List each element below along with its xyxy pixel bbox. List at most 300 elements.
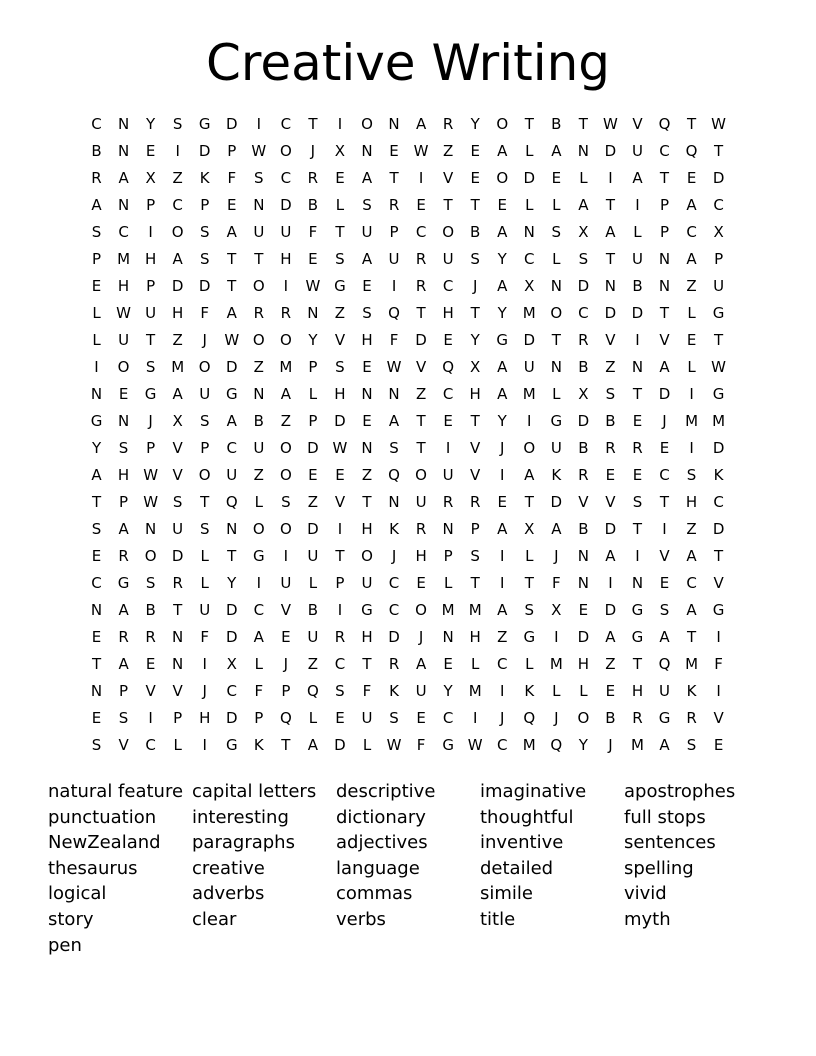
grid-letter: K — [199, 169, 210, 187]
grid-letter: D — [225, 358, 238, 376]
grid-letter: J — [500, 439, 505, 457]
grid-letter: O — [171, 223, 184, 241]
grid-letter: P — [714, 250, 724, 268]
grid-letter: G — [442, 736, 454, 754]
grid-letter: S — [335, 358, 345, 376]
word-list-row — [48, 907, 788, 933]
grid-row — [83, 680, 733, 707]
grid-letter: I — [337, 601, 343, 619]
grid-row — [83, 329, 733, 356]
grid-letter: R — [632, 439, 643, 457]
grid-row — [83, 140, 733, 167]
grid-letter: C — [578, 304, 589, 322]
grid-letter: X — [524, 277, 535, 295]
grid-letter: K — [253, 736, 264, 754]
grid-letter: E — [470, 142, 480, 160]
grid-letter: W — [332, 439, 348, 457]
grid-letter: N — [577, 574, 589, 592]
grid-letter: A — [686, 196, 697, 214]
grid-row — [83, 113, 733, 140]
grid-letter: F — [200, 628, 210, 646]
grid-letter: I — [500, 547, 505, 565]
grid-letter: E — [605, 466, 616, 484]
grid-letter: I — [662, 520, 667, 538]
grid-letter: W — [386, 358, 402, 376]
word-list-item: paragraphs — [192, 832, 295, 854]
grid-letter: T — [362, 493, 372, 511]
grid-letter: A — [605, 223, 616, 241]
grid-letter: S — [659, 601, 670, 619]
grid-letter: A — [659, 736, 670, 754]
grid-letter: U — [307, 628, 319, 646]
grid-letter: T — [173, 601, 183, 619]
grid-letter: S — [145, 358, 156, 376]
grid-letter: C — [172, 196, 183, 214]
grid-letter: D — [712, 439, 725, 457]
grid-letter: A — [605, 628, 616, 646]
grid-letter: I — [608, 574, 613, 592]
grid-letter: R — [280, 304, 292, 322]
grid-letter: P — [281, 682, 291, 700]
grid-letter: H — [469, 628, 481, 646]
grid-letter: T — [551, 331, 561, 349]
grid-letter: T — [714, 547, 724, 565]
grid-letter: A — [280, 385, 291, 403]
word-list-item: full stops — [624, 806, 706, 828]
grid-row — [83, 194, 733, 221]
word-list-row — [48, 805, 788, 831]
grid-letter: H — [361, 628, 373, 646]
grid-row — [83, 248, 733, 275]
grid-letter: I — [202, 655, 207, 673]
grid-letter: Y — [470, 115, 480, 133]
grid-letter: H — [117, 277, 130, 295]
word-list-row — [48, 881, 788, 907]
grid-letter: D — [225, 601, 238, 619]
grid-letter: M — [279, 358, 293, 376]
grid-letter: Q — [523, 709, 536, 727]
grid-letter: G — [90, 412, 103, 430]
grid-letter: A — [172, 250, 183, 268]
grid-letter: M — [630, 736, 644, 754]
grid-letter: T — [686, 628, 697, 646]
grid-letter: O — [442, 223, 455, 241]
grid-letter: F — [200, 304, 210, 322]
grid-letter: Y — [497, 412, 507, 430]
grid-letter: N — [145, 520, 157, 538]
grid-row — [83, 302, 733, 329]
grid-letter: U — [253, 439, 265, 457]
grid-letter: E — [389, 142, 399, 160]
word-list-item: vivid — [624, 883, 667, 905]
grid-letter: C — [226, 682, 237, 700]
grid-letter: C — [442, 709, 454, 727]
grid-row — [83, 167, 733, 194]
grid-letter: M — [522, 736, 536, 754]
grid-letter: M — [712, 412, 726, 430]
grid-letter: L — [254, 493, 263, 511]
grid-letter: U — [361, 574, 373, 592]
grid-letter: E — [443, 655, 453, 673]
grid-letter: T — [659, 169, 670, 187]
grid-letter: P — [92, 250, 102, 268]
grid-letter: N — [388, 493, 400, 511]
grid-letter: G — [225, 385, 238, 403]
grid-letter: E — [118, 385, 129, 403]
grid-letter: F — [714, 655, 723, 673]
grid-letter: A — [118, 520, 129, 538]
grid-letter: M — [685, 412, 699, 430]
grid-letter: N — [631, 574, 644, 592]
grid-letter: T — [227, 250, 237, 268]
grid-letter: J — [554, 709, 559, 727]
grid-letter: Q — [388, 466, 400, 484]
grid-letter: R — [469, 493, 481, 511]
grid-letter: U — [659, 682, 670, 700]
grid-letter: S — [281, 493, 291, 511]
grid-letter: S — [199, 412, 210, 430]
grid-letter: T — [416, 412, 426, 430]
grid-letter: E — [335, 709, 345, 727]
grid-letter: Y — [497, 304, 507, 322]
grid-letter: A — [659, 358, 670, 376]
grid-letter: O — [361, 547, 373, 565]
grid-letter: O — [279, 520, 292, 538]
grid-letter: U — [145, 304, 157, 322]
grid-letter: F — [552, 574, 561, 592]
grid-letter: R — [118, 547, 129, 565]
grid-letter: V — [470, 466, 481, 484]
grid-letter: C — [91, 115, 102, 133]
grid-letter: N — [577, 142, 589, 160]
grid-letter: G — [361, 601, 373, 619]
grid-letter: M — [468, 601, 482, 619]
grid-letter: S — [118, 439, 129, 457]
grid-letter: C — [496, 655, 508, 673]
grid-letter: T — [254, 250, 264, 268]
word-list-item: myth — [624, 908, 671, 930]
grid-letter: T — [146, 331, 156, 349]
word-list-row — [48, 856, 788, 882]
grid-letter: I — [500, 682, 505, 700]
grid-letter: E — [362, 412, 372, 430]
grid-letter: R — [415, 250, 427, 268]
grid-letter: I — [337, 115, 343, 133]
grid-letter: Q — [442, 358, 455, 376]
grid-letter: S — [524, 601, 535, 619]
grid-letter: U — [442, 250, 454, 268]
grid-letter: V — [280, 601, 291, 619]
grid-letter: D — [523, 169, 536, 187]
grid-letter: J — [608, 736, 613, 754]
grid-letter: O — [252, 520, 265, 538]
grid-letter: H — [144, 250, 157, 268]
grid-letter: U — [280, 223, 292, 241]
grid-letter: O — [523, 439, 536, 457]
grid-letter: J — [148, 412, 153, 430]
grid-letter: D — [334, 736, 346, 754]
grid-letter: N — [90, 601, 103, 619]
grid-letter: Y — [227, 574, 237, 592]
grid-letter: S — [335, 250, 345, 268]
grid-letter: L — [200, 574, 209, 592]
grid-letter: P — [146, 196, 156, 214]
grid-letter: T — [335, 223, 345, 241]
grid-row — [83, 275, 733, 302]
grid-letter: Y — [578, 736, 588, 754]
word-list-item: natural feature — [48, 781, 184, 802]
grid-letter: O — [144, 547, 157, 565]
grid-letter: H — [631, 682, 644, 700]
grid-letter: A — [361, 250, 373, 268]
grid-row — [83, 572, 733, 599]
grid-letter: E — [416, 709, 426, 727]
grid-letter: U — [253, 223, 265, 241]
grid-letter: N — [172, 628, 184, 646]
grid-letter: J — [202, 331, 207, 349]
grid-letter: V — [578, 493, 589, 511]
grid-letter: A — [497, 358, 508, 376]
grid-letter: M — [685, 655, 699, 673]
grid-letter: I — [94, 358, 99, 376]
grid-letter: W — [143, 493, 159, 511]
grid-letter: N — [361, 385, 373, 403]
grid-letter: D — [307, 520, 319, 538]
grid-letter: D — [550, 493, 563, 511]
grid-letter: N — [442, 520, 454, 538]
grid-letter: A — [497, 385, 508, 403]
grid-letter: B — [578, 358, 589, 376]
grid-letter: T — [200, 493, 210, 511]
grid-letter: O — [117, 358, 130, 376]
grid-letter: C — [659, 466, 670, 484]
grid-letter: J — [472, 277, 478, 295]
grid-row — [83, 383, 733, 410]
grid-letter: S — [172, 493, 183, 511]
grid-letter: E — [335, 466, 345, 484]
grid-letter: L — [200, 547, 209, 565]
grid-letter: T — [524, 574, 534, 592]
grid-letter: G — [712, 601, 725, 619]
grid-letter: W — [143, 466, 159, 484]
grid-letter: E — [686, 169, 697, 187]
grid-letter: T — [632, 385, 643, 403]
grid-letter: G — [631, 601, 644, 619]
word-list-item: punctuation — [48, 806, 157, 828]
grid-letter: S — [389, 439, 399, 457]
grid-letter: P — [389, 223, 399, 241]
grid-letter: H — [199, 709, 211, 727]
grid-letter: I — [689, 385, 694, 403]
grid-letter: A — [497, 223, 508, 241]
grid-letter: R — [442, 115, 454, 133]
grid-letter: S — [686, 736, 697, 754]
grid-letter: G — [658, 709, 671, 727]
grid-letter: G — [712, 304, 725, 322]
grid-letter: A — [91, 196, 102, 214]
word-list-item: detailed — [480, 857, 554, 879]
grid-letter: O — [279, 439, 292, 457]
grid-letter: G — [496, 331, 509, 349]
page-title: Creative Writing — [205, 34, 611, 92]
grid-letter: T — [227, 547, 237, 565]
grid-letter: A — [497, 601, 508, 619]
grid-letter: S — [389, 709, 399, 727]
grid-letter: E — [497, 196, 507, 214]
grid-letter: U — [226, 466, 238, 484]
grid-letter: H — [442, 304, 454, 322]
grid-letter: G — [334, 277, 346, 295]
grid-letter: D — [198, 142, 211, 160]
grid-letter: V — [145, 682, 156, 700]
grid-letter: E — [659, 439, 670, 457]
grid-letter: L — [443, 574, 453, 592]
word-list-item: commas — [336, 883, 413, 905]
grid-letter: U — [523, 358, 535, 376]
grid-letter: C — [280, 169, 292, 187]
grid-letter: D — [523, 331, 536, 349]
grid-letter: X — [145, 169, 156, 187]
grid-letter: G — [144, 385, 157, 403]
grid-letter: X — [713, 223, 724, 241]
grid-letter: E — [632, 412, 643, 430]
grid-letter: V — [334, 331, 346, 349]
grid-letter: Y — [146, 115, 156, 133]
grid-letter: K — [686, 682, 697, 700]
grid-letter: M — [441, 601, 455, 619]
grid-letter: I — [716, 628, 721, 646]
word-list-item: creative — [192, 857, 265, 879]
grid-letter: U — [172, 520, 184, 538]
grid-letter: U — [631, 250, 643, 268]
grid-letter: T — [524, 115, 534, 133]
grid-row — [83, 518, 733, 545]
grid-letter: D — [604, 520, 617, 538]
grid-letter: I — [148, 223, 153, 241]
grid-letter: I — [337, 520, 343, 538]
grid-letter: V — [632, 115, 643, 133]
grid-letter: T — [91, 655, 102, 673]
grid-letter: T — [659, 304, 670, 322]
grid-letter: I — [635, 547, 640, 565]
grid-letter: J — [202, 682, 207, 700]
grid-letter: J — [418, 628, 424, 646]
grid-letter: E — [470, 169, 480, 187]
grid-letter: G — [550, 412, 563, 430]
grid-letter: A — [226, 223, 237, 241]
grid-letter: D — [712, 520, 725, 538]
grid-letter: U — [361, 223, 373, 241]
grid-letter: S — [632, 493, 643, 511]
grid-letter: K — [389, 520, 399, 538]
grid-letter: A — [118, 655, 129, 673]
grid-letter: E — [281, 628, 291, 646]
grid-letter: V — [334, 493, 346, 511]
grid-letter: S — [362, 196, 372, 214]
grid-letter: D — [658, 385, 671, 403]
grid-letter: Q — [550, 736, 563, 754]
grid-letter: D — [225, 628, 238, 646]
grid-letter: A — [605, 547, 616, 565]
grid-letter: D — [631, 304, 644, 322]
grid-letter: N — [604, 277, 617, 295]
grid-letter: I — [500, 574, 505, 592]
grid-letter: Q — [658, 115, 671, 133]
grid-letter: V — [713, 574, 724, 592]
grid-letter: X — [578, 385, 589, 403]
grid-letter: O — [252, 331, 265, 349]
grid-letter: Z — [334, 304, 346, 322]
grid-letter: X — [172, 412, 183, 430]
grid-letter: N — [550, 358, 562, 376]
grid-letter: S — [578, 250, 589, 268]
grid-letter: Z — [253, 358, 264, 376]
grid-letter: E — [416, 574, 426, 592]
grid-letter: R — [578, 466, 589, 484]
grid-letter: P — [200, 196, 210, 214]
grid-letter: S — [199, 520, 210, 538]
grid-letter: H — [361, 331, 373, 349]
grid-letter: M — [117, 250, 131, 268]
grid-letter: R — [442, 493, 454, 511]
grid-letter: E — [713, 736, 724, 754]
grid-letter: M — [171, 358, 185, 376]
grid-letter: S — [145, 574, 156, 592]
grid-letter: Z — [686, 520, 697, 538]
grid-letter: R — [172, 574, 183, 592]
grid-letter: E — [91, 547, 102, 565]
grid-letter: U — [388, 250, 400, 268]
grid-letter: T — [443, 196, 453, 214]
grid-letter: B — [632, 277, 643, 295]
grid-letter: V — [659, 547, 670, 565]
grid-letter: H — [334, 385, 346, 403]
grid-letter: A — [578, 196, 589, 214]
grid-row — [83, 437, 733, 464]
grid-letter: L — [552, 682, 561, 700]
grid-letter: I — [391, 277, 397, 295]
grid-letter: Q — [685, 142, 698, 160]
grid-letter: I — [527, 412, 532, 430]
grid-letter: M — [522, 385, 536, 403]
grid-letter: P — [335, 574, 345, 592]
grid-letter: P — [659, 223, 670, 241]
grid-letter: D — [171, 277, 184, 295]
grid-letter: S — [551, 223, 562, 241]
grid-letter: K — [551, 466, 562, 484]
word-list-item: descriptive — [336, 781, 436, 802]
grid-letter: P — [470, 520, 480, 538]
grid-letter: F — [362, 682, 372, 700]
grid-letter: F — [227, 169, 237, 187]
grid-letter: R — [578, 331, 589, 349]
grid-letter: A — [118, 169, 129, 187]
grid-letter: H — [172, 304, 184, 322]
grid-letter: S — [91, 736, 102, 754]
grid-row — [83, 491, 733, 518]
grid-letter: B — [605, 412, 616, 430]
grid-letter: Y — [470, 331, 480, 349]
grid-letter: L — [687, 304, 696, 322]
grid-letter: C — [415, 223, 427, 241]
grid-letter: I — [175, 142, 180, 160]
grid-letter: H — [577, 655, 589, 673]
grid-letter: R — [334, 628, 346, 646]
grid-letter: C — [713, 196, 724, 214]
grid-letter: T — [632, 520, 643, 538]
grid-letter: O — [198, 358, 211, 376]
grid-letter: T — [335, 547, 345, 565]
